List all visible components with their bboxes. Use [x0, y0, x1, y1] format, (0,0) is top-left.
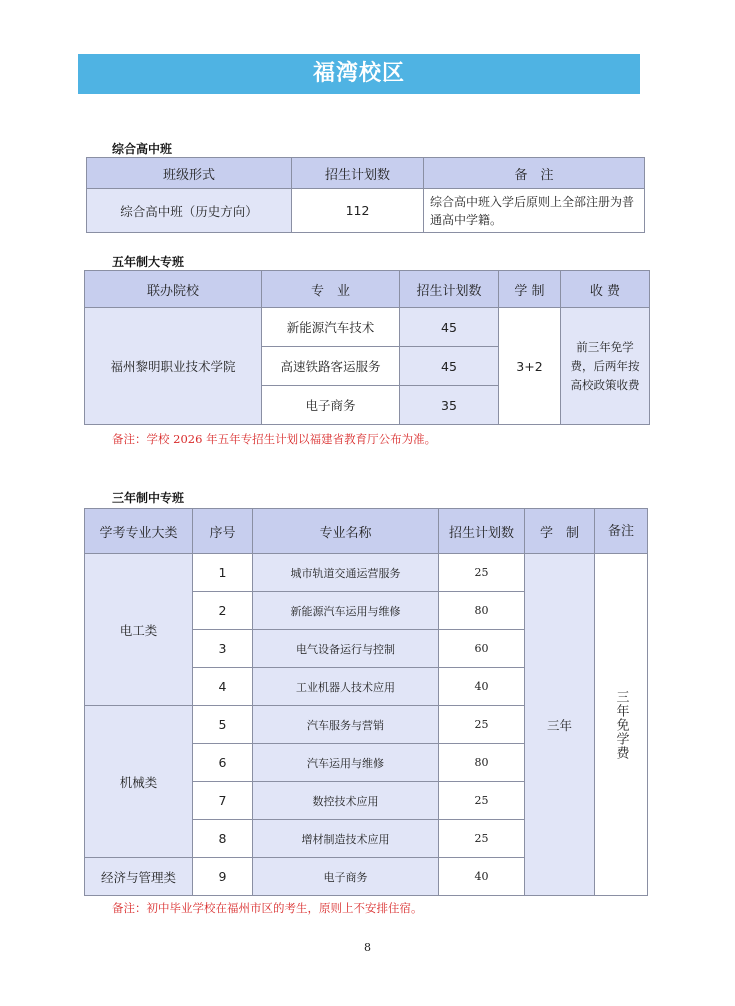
serial-cell: 4	[193, 668, 253, 706]
serial-cell: 5	[193, 706, 253, 744]
count-cell: 60	[439, 630, 525, 668]
major-name-cell: 工业机器人技术应用	[253, 668, 439, 706]
header-fee: 收 费	[561, 271, 650, 308]
page-number: 8	[364, 941, 371, 954]
count-cell: 45	[400, 308, 499, 347]
duration-cell: 3+2	[499, 308, 561, 425]
header-major-name: 专业名称	[253, 509, 439, 554]
comprehensive-table	[86, 157, 645, 233]
major-cell: 电子商务	[262, 386, 400, 425]
category-economics: 经济与管理类	[85, 858, 193, 896]
serial-cell: 1	[193, 554, 253, 592]
major-name-cell: 城市轨道交通运营服务	[253, 554, 439, 592]
section-title-five-year: 五年制大专班	[112, 255, 185, 269]
five-year-table	[84, 270, 650, 425]
campus-banner: 福湾校区	[78, 54, 640, 94]
count-cell: 35	[400, 386, 499, 425]
header-plan-count: 招生计划数	[292, 158, 424, 189]
serial-cell: 6	[193, 744, 253, 782]
serial-cell: 2	[193, 592, 253, 630]
header-serial: 序号	[193, 509, 253, 554]
header-plan-count: 招生计划数	[400, 271, 499, 308]
serial-cell: 3	[193, 630, 253, 668]
section-title-comprehensive: 综合高中班	[112, 142, 173, 156]
major-name-cell: 电子商务	[253, 858, 439, 896]
header-remark: 备 注	[424, 158, 645, 189]
count-cell: 25	[439, 554, 525, 592]
three-year-note: 备注：初中毕业学校在福州市区的考生，原则上不安排住宿。	[112, 901, 423, 915]
header-plan-count: 招生计划数	[439, 509, 525, 554]
count-cell: 40	[439, 858, 525, 896]
major-name-cell: 汽车服务与营销	[253, 706, 439, 744]
plan-count-cell: 112	[292, 189, 424, 233]
count-cell: 40	[439, 668, 525, 706]
category-electrical: 电工类	[85, 554, 193, 706]
serial-cell: 7	[193, 782, 253, 820]
header-class-form: 班级形式	[87, 158, 292, 189]
class-form-cell: 综合高中班（历史方向）	[87, 189, 292, 233]
section-title-three-year: 三年制中专班	[112, 491, 185, 505]
major-name-cell: 电气设备运行与控制	[253, 630, 439, 668]
major-name-cell: 数控技术应用	[253, 782, 439, 820]
major-name-cell: 增材制造技术应用	[253, 820, 439, 858]
remark-cell: 三年免学费	[595, 554, 648, 896]
major-cell: 新能源汽车技术	[262, 308, 400, 347]
count-cell: 25	[439, 706, 525, 744]
major-name-cell: 新能源汽车运用与维修	[253, 592, 439, 630]
header-duration: 学 制	[525, 509, 595, 554]
partner-school-cell: 福州黎明职业技术学院	[85, 308, 262, 425]
five-year-note: 备注：学校 2026 年五年专招生计划以福建省教育厅公布为准。	[112, 432, 437, 446]
major-cell: 高速铁路客运服务	[262, 347, 400, 386]
header-partner-school: 联办院校	[85, 271, 262, 308]
three-year-table	[84, 508, 648, 896]
header-remark: 备注	[595, 509, 648, 554]
header-category: 学考专业大类	[85, 509, 193, 554]
count-cell: 80	[439, 744, 525, 782]
header-duration: 学 制	[499, 271, 561, 308]
duration-cell: 三年	[525, 554, 595, 896]
category-mechanical: 机械类	[85, 706, 193, 858]
count-cell: 45	[400, 347, 499, 386]
remark-cell: 综合高中班入学后原则上全部注册为普通高中学籍。	[424, 189, 645, 233]
major-name-cell: 汽车运用与维修	[253, 744, 439, 782]
serial-cell: 8	[193, 820, 253, 858]
count-cell: 25	[439, 820, 525, 858]
count-cell: 80	[439, 592, 525, 630]
fee-cell: 前三年免学费，后两年按高校政策收费	[561, 308, 650, 425]
count-cell: 25	[439, 782, 525, 820]
serial-cell: 9	[193, 858, 253, 896]
header-major: 专 业	[262, 271, 400, 308]
